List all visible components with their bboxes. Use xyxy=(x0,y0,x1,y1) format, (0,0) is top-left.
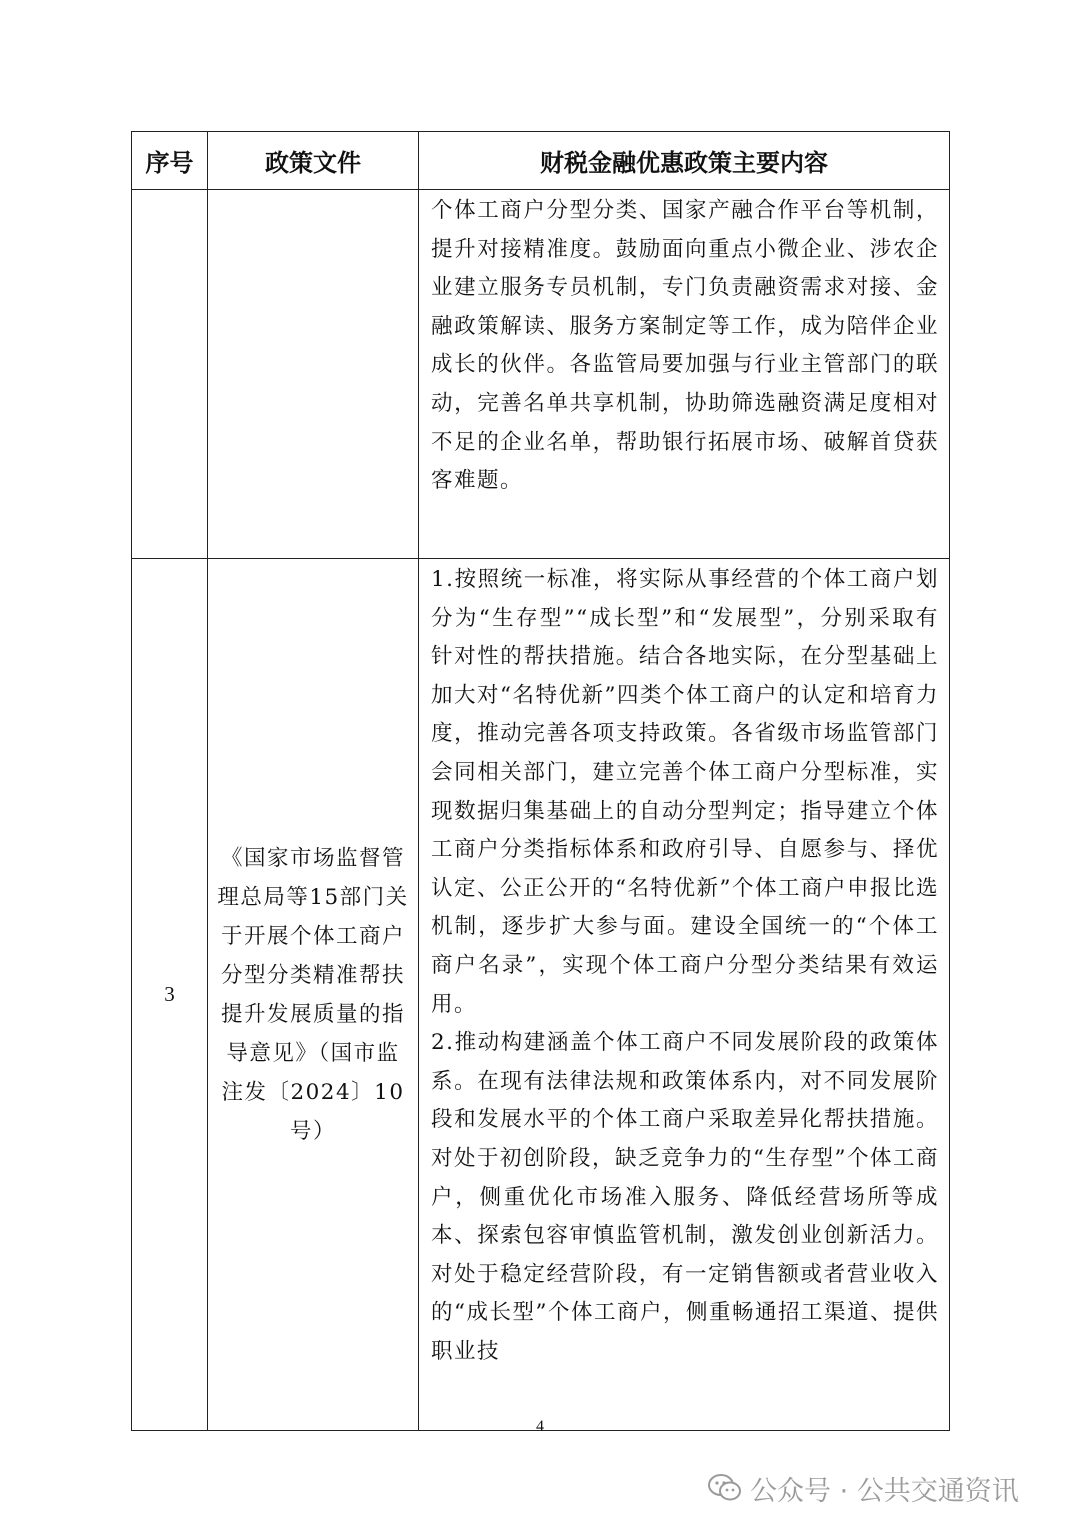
row-policy-document xyxy=(208,190,419,559)
page-number: 4 xyxy=(536,1418,544,1435)
row-policy-document xyxy=(208,559,419,1431)
header-serial-number: 序号 xyxy=(132,132,208,190)
row-policy-content xyxy=(419,190,950,559)
watermark xyxy=(708,1468,1019,1508)
policy-document-title: 《国家市场监督管理总局等15部门关于开展个体工商户分型分类精准帮扶提升发展质量的指导意见》（国市监注发〔2024〕10号） xyxy=(217,845,409,1144)
header-policy-document: 政策文件 xyxy=(208,132,419,190)
row-serial-number: 3 xyxy=(132,559,208,1431)
table-header-row xyxy=(132,132,950,190)
header-policy-content: 财税金融优惠政策主要内容 xyxy=(419,132,950,190)
table-row xyxy=(132,190,950,559)
content-paragraph: 2.推动构建涵盖个体工商户不同发展阶段的政策体系。在现有法律法规和政策体系内，对不同发展阶段和发展水平的个体工商户采取差异化帮扶措施。对处于初创阶段，缺乏竞争力的“生存型”个体工商户，侧重优化市场准入服务、降低经营场所等成本、探索包容审慎监管机制，激发创业创新活力。对处于稳定经营阶段，有一定销售额或者营业收入的“成长型”个体工商户，侧重畅通招工渠道、提供职业技 xyxy=(431,1030,939,1364)
table-row xyxy=(132,559,950,1431)
watermark-text: 公众号 · 公共交通资讯 xyxy=(750,1475,1019,1507)
content-paragraph: 1.按照统一标准，将实际从事经营的个体工商户划分为“生存型”“成长型”和“发展型”，分别采取有针对性的帮扶措施。结合各地实际，在分型基础上加大对“名特优新”四类个体工商户的认定和培育力度，推动完善各项支持政策。各省级市场监管部门会同相关部门，建立完善个体工商户分型标准，实现数据归集基础上的自动分型判定；指导建立个体工商户分类指标体系和政府引导、自愿参与、择优认定、公正公开的“名特优新”个体工商户申报比选机制，逐步扩大参与面。建设全国统一的“个体工商户名录”，实现个体工商户分型分类结果有效运用。 xyxy=(431,567,939,1017)
wechat-icon xyxy=(708,1473,742,1503)
policy-table xyxy=(131,131,950,1431)
row-serial-number xyxy=(132,190,208,559)
content-paragraph: 个体工商户分型分类、国家产融合作平台等机制，提升对接精准度。鼓励面向重点小微企业、涉农企业建立服务专员机制，专门负责融资需求对接、金融政策解读、服务方案制定等工作，成为陪伴企业成长的伙伴。各监管局要加强与行业主管部门的联动，完善名单共享机制，协助筛选融资满足度相对不足的企业名单，帮助银行拓展市场、破解首贷获客难题。 xyxy=(431,198,939,494)
row-policy-content xyxy=(419,559,950,1431)
